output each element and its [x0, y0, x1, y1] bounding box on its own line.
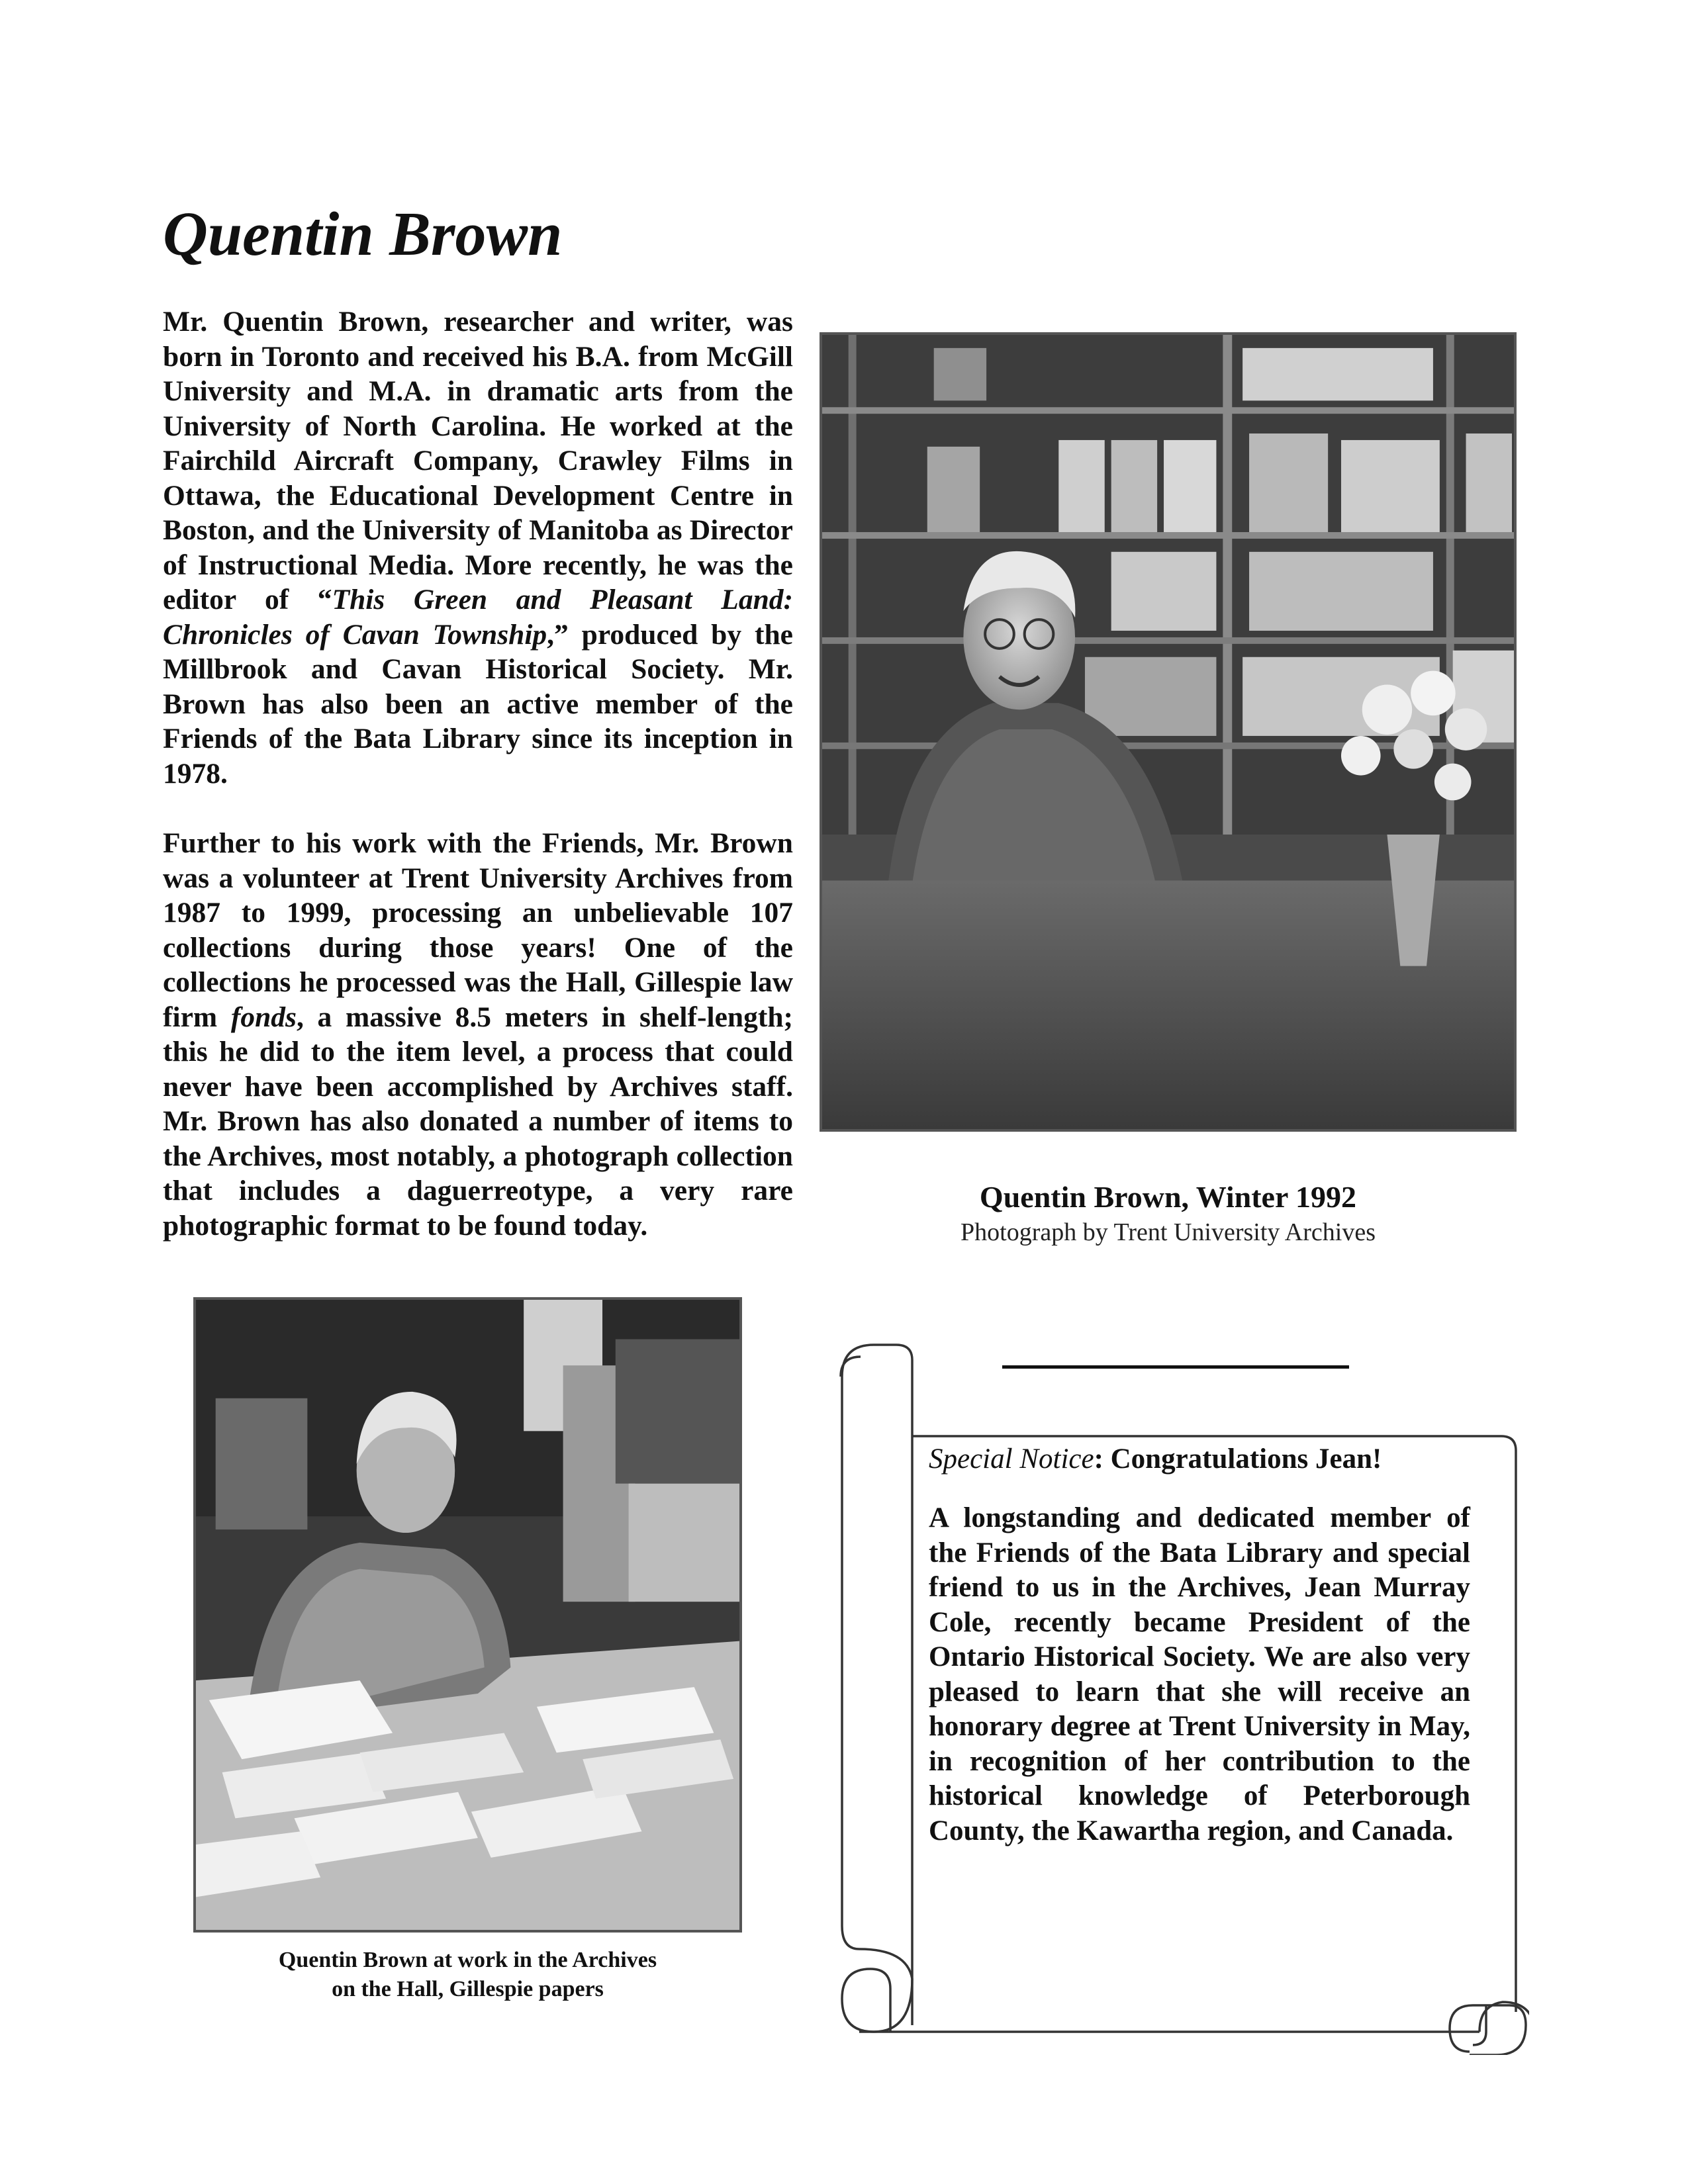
notice-body: A longstanding and dedicated member of the Friends of the Bata Library and special friend to us in the Archives, Jean Murray Cole, recently became President of the Ontario Historical Society. We are also very pleased to learn that she will receive an honorary degree at Trent University in May, in recognition of her contribution to the historical knowledge of Peterborough County, the Kawartha region, and Canada. [929, 1502, 1470, 1846]
photo-bottom-caption [193, 1946, 742, 2004]
photo-bottom-caption-line-2: on the Hall, Gillespie papers [332, 1977, 604, 2001]
notice-label: Special Notice [929, 1443, 1094, 1475]
photo-top-caption-title: Quentin Brown, Winter 1992 [979, 1180, 1357, 1214]
article-title: Quentin Brown [163, 200, 563, 269]
paragraph-1-text-b: ,” produced by the Millbrook and Cavan Historical Society. Mr. Brown has also been an active member of the Friends of the Bata Library since its inception in 1978. [163, 618, 793, 790]
article-paragraph-2 [163, 826, 793, 1243]
fonds-word: fonds [230, 1001, 297, 1033]
paragraph-1-text-a: Mr. Quentin Brown, researcher and writer, was born in Toronto and received his B.A. from McGill University and M.A. in dramatic arts from the University of North Carolina. He worked at the Fairchild Aircraft Company, Crawley Films in Ottawa, the Educational Development Centre in Boston, and the University of Manitoba as Director of Instructional Media. More recently, he was the editor of “ [163, 306, 793, 615]
paragraph-2-text-a: Further to his work with the Friends, Mr. Brown was a volunteer at Trent University Archives from 1987 to 1999, processing an unbelievable 107 collections during those years! One of the collections he processed was the Hall, Gillespie law firm [163, 827, 793, 1033]
photo-bottom-caption-line-1: Quentin Brown at work in the Archives [278, 1948, 657, 1972]
paragraph-2-text-b: , a massive 8.5 meters in shelf-length; this he did to the item level, a process that could never have been accomplished by Archives staff. Mr. Brown has also donated a number of items to the Archives, most notably, a photograph collection that includes a daguerreotype, a very rare photographic format to be found today. [163, 1001, 793, 1242]
book-title: This Green and Pleasant Land: Chronicles of Cavan Township [163, 584, 793, 651]
photo-quentin-brown-1992 [820, 332, 1517, 1132]
article-paragraph-1 [163, 304, 793, 791]
photo-top-caption-credit: Photograph by Trent University Archives [961, 1218, 1376, 1246]
photo-quentin-brown-at-work [193, 1297, 742, 1933]
notice-heading [929, 1443, 1382, 1475]
notice-heading-text: : Congratulations Jean! [1094, 1443, 1382, 1475]
